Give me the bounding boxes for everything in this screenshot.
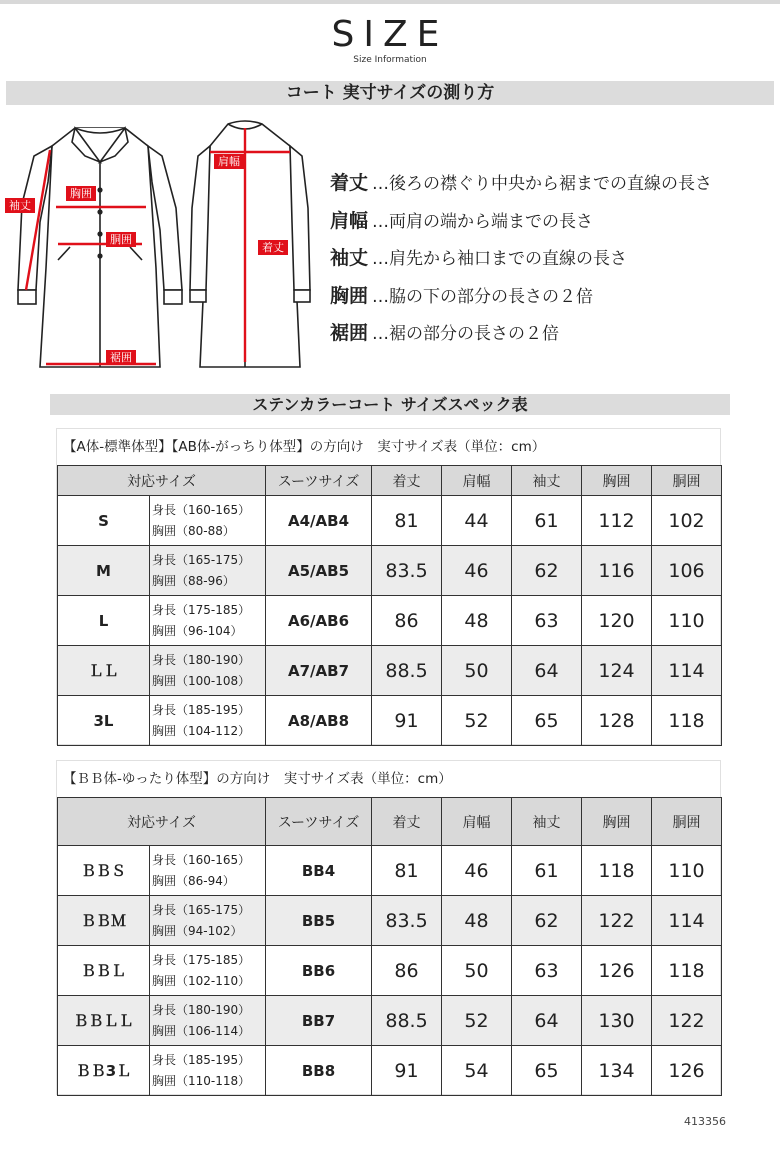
suit-cell: A6/AB6	[266, 596, 372, 646]
size-cell: ＢＢＳ	[58, 846, 150, 896]
spec-heading: ステンカラーコート サイズスペック表	[50, 394, 730, 415]
value-cell: 65	[512, 696, 582, 746]
value-cell: 63	[512, 946, 582, 996]
body-cell: 身長（180-190） 胸囲（106-114）	[150, 996, 266, 1046]
table-caption: 【ＢＢ体-ゆったり体型】の方向け 実寸サイズ表（単位：cm）	[63, 771, 452, 787]
definition-item: 着丈 …後ろの襟ぐり中央から裾までの直線の長さ	[330, 172, 713, 194]
table-header-row	[58, 798, 722, 846]
product-code: 413356	[684, 1115, 726, 1128]
size-cell: ＬＬ	[58, 646, 150, 696]
value-cell: 81	[372, 496, 442, 546]
table-row	[58, 946, 722, 996]
value-cell: 64	[512, 646, 582, 696]
suit-cell: BB5	[266, 896, 372, 946]
suit-cell: BB6	[266, 946, 372, 996]
table-row	[58, 546, 722, 596]
top-rule	[0, 0, 780, 4]
table-caption: 【A体-標準体型】【AB体-がっちり体型】の方向け 実寸サイズ表（単位：cm）	[63, 439, 546, 455]
header-cell: 対応サイズ	[58, 466, 266, 496]
value-cell: 120	[582, 596, 652, 646]
header-cell: 袖丈	[512, 798, 582, 846]
header-cell: 胴囲	[652, 798, 722, 846]
label-sleeve: 袖丈	[9, 199, 31, 212]
value-cell: 48	[442, 596, 512, 646]
header-cell: 胸囲	[582, 798, 652, 846]
body-cell: 身長（160-165） 胸囲（86-94）	[150, 846, 266, 896]
label-length: 着丈	[262, 241, 284, 254]
value-cell: 61	[512, 496, 582, 546]
value-cell: 91	[372, 696, 442, 746]
value-cell: 134	[582, 1046, 652, 1096]
body-cell: 身長（180-190） 胸囲（100-108）	[150, 646, 266, 696]
table-row	[58, 596, 722, 646]
label-waist: 胴囲	[110, 233, 132, 246]
value-cell: 81	[372, 846, 442, 896]
table-row	[58, 846, 722, 896]
value-cell: 106	[652, 546, 722, 596]
coat-back-illustration	[190, 121, 310, 367]
size-cell: M	[58, 546, 150, 596]
body-cell: 身長（175-185） 胸囲（102-110）	[150, 946, 266, 996]
size-table	[57, 797, 722, 1096]
size-cell: L	[58, 596, 150, 646]
header-cell: 肩幅	[442, 466, 512, 496]
value-cell: 83.5	[372, 896, 442, 946]
value-cell: 52	[442, 996, 512, 1046]
header-cell: 肩幅	[442, 798, 512, 846]
definition-item: 袖丈 …肩先から袖口までの直線の長さ	[330, 247, 628, 269]
suit-cell: A5/AB5	[266, 546, 372, 596]
body-cell: 身長（160-165） 胸囲（80-88）	[150, 496, 266, 546]
definition-item: 裾囲 …裾の部分の長さの２倍	[330, 322, 560, 344]
value-cell: 110	[652, 846, 722, 896]
suit-cell: BB7	[266, 996, 372, 1046]
value-cell: 114	[652, 896, 722, 946]
value-cell: 46	[442, 546, 512, 596]
label-shoulder: 肩幅	[218, 155, 240, 168]
body-cell: 身長（185-195） 胸囲（104-112）	[150, 696, 266, 746]
value-cell: 65	[512, 1046, 582, 1096]
value-cell: 62	[512, 896, 582, 946]
header-cell: 胸囲	[582, 466, 652, 496]
value-cell: 128	[582, 696, 652, 746]
definition-list	[330, 168, 775, 356]
value-cell: 122	[652, 996, 722, 1046]
value-cell: 52	[442, 696, 512, 746]
header-cell: スーツサイズ	[266, 466, 372, 496]
size-cell: ＢＢＬＬ	[58, 996, 150, 1046]
size-cell: ＢＢＬ	[58, 946, 150, 996]
coat-diagram	[0, 112, 320, 382]
value-cell: 46	[442, 846, 512, 896]
definition-item: 肩幅 …両肩の端から端までの長さ	[330, 209, 594, 232]
size-table	[57, 465, 722, 746]
value-cell: 91	[372, 1046, 442, 1096]
value-cell: 61	[512, 846, 582, 896]
header-cell: 袖丈	[512, 466, 582, 496]
value-cell: 88.5	[372, 646, 442, 696]
body-cell: 身長（165-175） 胸囲（94-102）	[150, 896, 266, 946]
value-cell: 110	[652, 596, 722, 646]
value-cell: 88.5	[372, 996, 442, 1046]
value-cell: 86	[372, 596, 442, 646]
header-cell: 胴囲	[652, 466, 722, 496]
suit-cell: BB4	[266, 846, 372, 896]
value-cell: 126	[582, 946, 652, 996]
suit-cell: A4/AB4	[266, 496, 372, 546]
measure-heading: コート 実寸サイズの測り方	[6, 81, 774, 105]
value-cell: 48	[442, 896, 512, 946]
table-header-row	[58, 466, 722, 496]
value-cell: 50	[442, 946, 512, 996]
value-cell: 114	[652, 646, 722, 696]
table-row	[58, 996, 722, 1046]
header-cell: 着丈	[372, 798, 442, 846]
value-cell: 64	[512, 996, 582, 1046]
body-cell: 身長（165-175） 胸囲（88-96）	[150, 546, 266, 596]
table-row	[58, 1046, 722, 1096]
value-cell: 122	[582, 896, 652, 946]
page-title: SIZE	[331, 14, 449, 55]
value-cell: 50	[442, 646, 512, 696]
value-cell: 63	[512, 596, 582, 646]
value-cell: 126	[652, 1046, 722, 1096]
value-cell: 130	[582, 996, 652, 1046]
body-cell: 身長（175-185） 胸囲（96-104）	[150, 596, 266, 646]
size-cell: 3L	[58, 696, 150, 746]
value-cell: 118	[652, 946, 722, 996]
value-cell: 54	[442, 1046, 512, 1096]
value-cell: 86	[372, 946, 442, 996]
suit-cell: A8/AB8	[266, 696, 372, 746]
value-cell: 124	[582, 646, 652, 696]
value-cell: 118	[652, 696, 722, 746]
value-cell: 112	[582, 496, 652, 546]
header-cell: 着丈	[372, 466, 442, 496]
header-cell: 対応サイズ	[58, 798, 266, 846]
size-table-a-ab	[56, 428, 721, 745]
suit-cell: BB8	[266, 1046, 372, 1096]
table-row	[58, 696, 722, 746]
table-row	[58, 646, 722, 696]
page-subtitle: Size Information	[353, 55, 427, 65]
label-chest: 胸囲	[70, 187, 92, 200]
suit-cell: A7/AB7	[266, 646, 372, 696]
size-cell: S	[58, 496, 150, 546]
body-cell: 身長（185-195） 胸囲（110-118）	[150, 1046, 266, 1096]
table-row	[58, 896, 722, 946]
table-row	[58, 496, 722, 546]
coat-front-illustration	[18, 128, 182, 367]
value-cell: 83.5	[372, 546, 442, 596]
value-cell: 62	[512, 546, 582, 596]
value-cell: 116	[582, 546, 652, 596]
label-hem: 裾囲	[110, 351, 132, 364]
value-cell: 44	[442, 496, 512, 546]
value-cell: 118	[582, 846, 652, 896]
size-table-bb	[56, 760, 721, 1095]
value-cell: 102	[652, 496, 722, 546]
header-cell: スーツサイズ	[266, 798, 372, 846]
size-cell: ＢＢＭ	[58, 896, 150, 946]
size-cell: ＢＢ3Ｌ	[58, 1046, 150, 1096]
definition-item: 胸囲 …脇の下の部分の長さの２倍	[330, 284, 594, 307]
